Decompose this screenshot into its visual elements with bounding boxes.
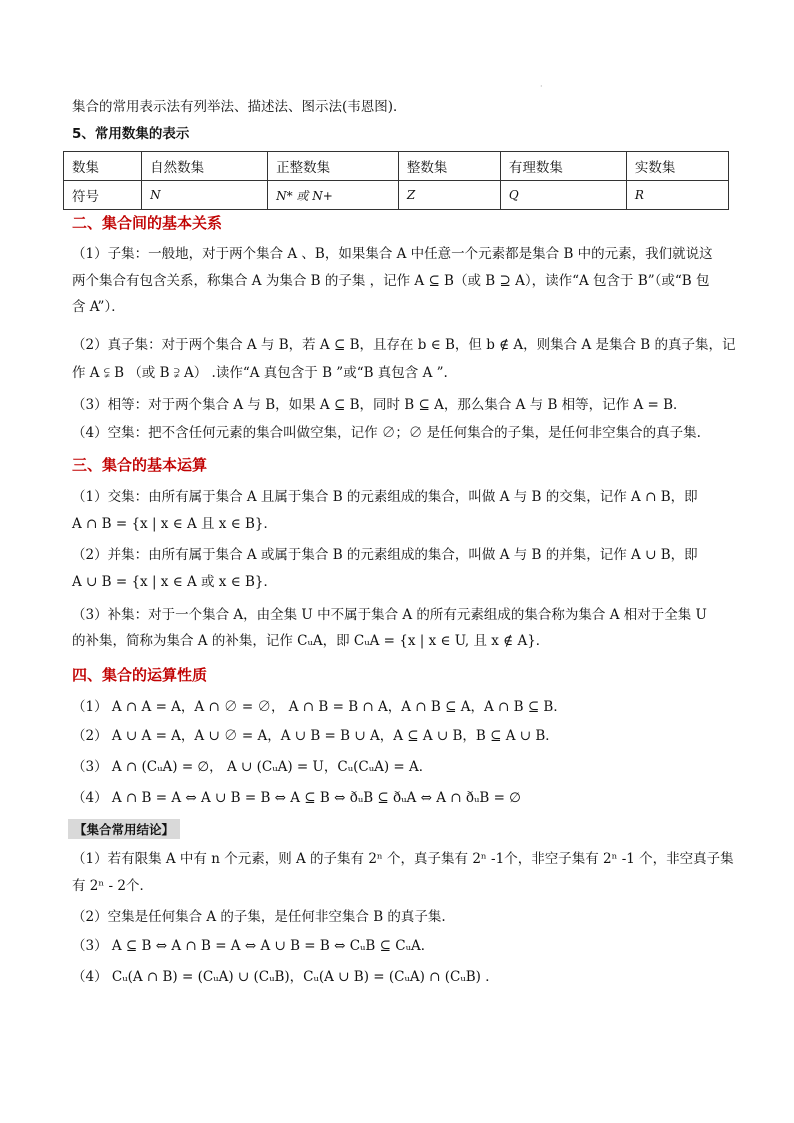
paragraph-line: （1） A ∩ A = A，A ∩ ∅ = ∅， A ∩ B = B ∩ A，A ∩ B ⊆ A，A ∩ B ⊆ B． (72, 699, 567, 715)
table-cell: 符号 (64, 181, 142, 210)
paragraph-line: （1）若有限集 A 中有 n 个元素，则 A 的子集有 2ⁿ 个，真子集有 2ⁿ -1个，非空子集有 2ⁿ -1 个，非空真子集 (72, 851, 734, 867)
table-cell: Z (398, 181, 500, 210)
paragraph-line: 作 A ⫋ B （或 B ⫌ A） .读作“A 真包含于 B ”或“B 真包含 A ”. (72, 365, 448, 381)
paragraph-line: （4）空集：把不含任何元素的集合叫做空集，记作 ∅；∅ 是任何集合的子集，是任何非空集合的真子集. (72, 425, 701, 441)
section-5-title: 5、常用数集的表示 (72, 126, 190, 142)
table-cell: Q (500, 181, 626, 210)
table-cell: 自然数集 (142, 152, 268, 181)
paragraph-line: （2） A ∪ A = A，A ∪ ∅ = A，A ∪ B = B ∪ A，A ⊆ A ∪ B，B ⊆ A ∪ B． (72, 728, 559, 744)
table-cell: 正整数集 (268, 152, 399, 181)
conclusion-tag: 【集合常用结论】 (68, 819, 180, 839)
paragraph-line: （1）交集：由所有属于集合 A 且属于集合 B 的元素组成的集合，叫做 A 与 B 的交集，记作 A ∩ B，即 (72, 489, 698, 505)
table-cell: N* 或 N+ (268, 181, 399, 210)
paragraph-line: （3）相等：对于两个集合 A 与 B，如果 A ⊆ B，同时 B ⊆ A，那么集合 A 与 B 相等，记作 A = B． (72, 397, 687, 413)
paragraph-line: （3）补集：对于一个集合 A，由全集 U 中不属于集合 A 的所有元素组成的集合称为集合 A 相对于全集 U (72, 607, 707, 623)
paragraph-line: A ∩ B = {x | x ∈ A 且 x ∈ B}． (72, 516, 278, 532)
paragraph-line: 的补集，简称为集合 A 的补集，记作 CᵤA，即 CᵤA = {x | x ∈ U, 且 x ∉ A}． (72, 633, 550, 649)
paragraph-line: （2）并集：由所有属于集合 A 或属于集合 B 的元素组成的集合，叫做 A 与 B 的并集，记作 A ∪ B，即 (72, 547, 698, 563)
scan-mark: · (540, 82, 543, 91)
table-cell: 实数集 (626, 152, 728, 181)
paragraph-line: （2）空集是任何集合 A 的子集，是任何非空集合 B 的真子集. (72, 909, 446, 925)
section-2-heading: 二、集合间的基本关系 (72, 214, 223, 232)
intro-text: 集合的常用表示法有列举法、描述法、图示法(韦恩图)． (72, 99, 407, 115)
paragraph-line: （4） A ∩ B = A ⇔ A ∪ B = B ⇔ A ⊆ B ⇔ ðᵤB ⊆ ðᵤA ⇔ A ∩ ðᵤB = ∅ (72, 790, 521, 806)
paragraph-line: 两个集合有包含关系，称集合 A 为集合 B 的子集 ，记作 A ⊆ B（或 B ⊇ A），读作“A 包含于 B”（或“B 包 (72, 273, 710, 289)
table-row (64, 181, 729, 210)
section-4-heading: 四、集合的运算性质 (72, 666, 208, 684)
paragraph-line: A ∪ B = {x | x ∈ A 或 x ∈ B}． (72, 574, 278, 590)
table-cell: 数集 (64, 152, 142, 181)
table-cell: 整数集 (398, 152, 500, 181)
paragraph-line: （4） Cᵤ(A ∩ B) = (CᵤA) ∪ (CᵤB)，Cᵤ(A ∪ B) = (CᵤA) ∩ (CᵤB) ． (72, 969, 499, 985)
section-3-heading: 三、集合的基本运算 (72, 456, 208, 474)
table-cell: N (142, 181, 268, 210)
table-cell: R (626, 181, 728, 210)
table-header-row (64, 152, 729, 181)
paragraph-line: （1）子集：一般地，对于两个集合 A 、B，如果集合 A 中任意一个元素都是集合 B 中的元素，我们就说这 (72, 246, 713, 262)
table-cell: 有理数集 (500, 152, 626, 181)
paragraph-line: （3） A ⊆ B ⇔ A ∩ B = A ⇔ A ∪ B = B ⇔ CᵤB ⊆ CᵤA． (72, 938, 435, 954)
number-sets-table (63, 151, 729, 210)
paragraph-line: （2）真子集：对于两个集合 A 与 B，若 A ⊆ B，且存在 b ∈ B，但 b ∉ A，则集合 A 是集合 B 的真子集，记 (72, 337, 736, 353)
paragraph-line: （3） A ∩ (CᵤA) = ∅， A ∪ (CᵤA) = U，Cᵤ(CᵤA) = A． (72, 759, 433, 775)
paragraph-line: 含 A”）． (72, 299, 125, 315)
paragraph-line: 有 2ⁿ - 2个． (72, 878, 153, 894)
